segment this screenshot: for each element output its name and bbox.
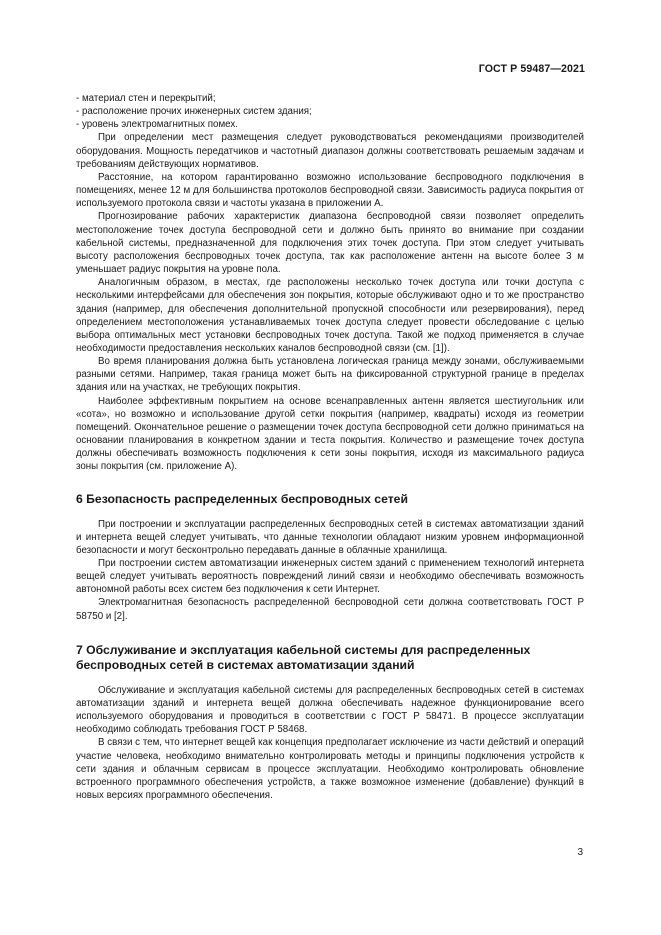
paragraph: Расстояние, на котором гарантированно возможно использование беспроводного подключения в помещениях, менее 12 м для большинства протоколов беспроводной связи. Зависимость радиуса покрытия от используемого протокола связи и частоты указана в приложении А.	[76, 171, 584, 210]
section-7-heading-line-1: 7 Обслуживание и эксплуатация кабельной системы для распределенных	[76, 642, 531, 657]
paragraph: При построении и эксплуатации распределенных беспроводных сетей в системах автоматизации зданий и интернета вещей следует учитывать, что данные технологии обладают низким уровнем информационной безопасности и могут бесконтрольно передавать данные в облачные хранилища.	[76, 518, 584, 556]
paragraph: Прогнозирование рабочих характеристик диапазона беспроводной связи позволяет определить местоположение точек доступа беспроводной сети и должно быть принято во внимание при создании кабельной системы, предназначенной для подключения этих точек доступа. При этом следует учитывать высоту расположения беспроводных точек доступа, так как расположение антенн на высоте более 3 м уменьшает радиус покрытия на уровне пола.	[76, 211, 584, 276]
section-7-heading	[76, 643, 584, 673]
paragraph: При определении мест размещения следует руководствоваться рекомендациями производителей оборудования. Мощность передатчиков и частотный диапазон должны соответствовать решаемым задачам и требованиям действующих нормативов.	[76, 132, 584, 170]
list-item: - материал стен и перекрытий;	[76, 93, 216, 104]
document-body	[76, 92, 584, 802]
page-number: 3	[577, 847, 583, 858]
document-code-header: ГОСТ Р 59487—2021	[478, 63, 585, 75]
paragraph: Аналогичным образом, в местах, где расположены несколько точек доступа или точки доступа с несколькими интерфейсами для обеспечения зон покрытия, которые обслуживают одно и то же пространство здания (например, для обеспечения дополнительной пропускной способности или резервирования), перед определением местоположения устанавливаемых точек доступа следует провести обследование с целью выбора оптимальных мест установки беспроводных точек доступа. Такой же подход применяется в случае необходимости предоставления нескольких каналов беспроводной связи (см. [1]).	[76, 277, 584, 354]
paragraph: Обслуживание и эксплуатация кабельной системы для распределенных беспроводных сетей в системах автоматизации зданий и интернета вещей должна обеспечивать надежное функционирование всего используемого оборудования и проводиться в соответствии с ГОСТ Р 58471. В процессе эксплуатации необходимо соблюдать требования ГОСТ Р 58468.	[76, 684, 584, 736]
paragraph: Наиболее эффективным покрытием на основе всенаправленных антенн является шестиугольник или «сота», но возможно и использование другой сетки покрытия (например, квадраты) исходя из геометрии помещений. Окончательное решение о размещении точек доступа беспроводной сети должно приниматься на основании планирования в конкретном здании и теста покрытия. Количество и размещение точек доступа должны обеспечивать возможность подключения к сети зоны покрытия, исходя из максимального радиуса зоны покрытия (см. приложение А).	[76, 395, 584, 473]
paragraph: При построении систем автоматизации инженерных систем зданий с применением технологий интернета вещей следует учитывать вероятность повреждений линий связи и необходимо обеспечивать возможность автономной работы всех систем без подключения к сети Интернет.	[76, 558, 584, 596]
list-item: - расположение прочих инженерных систем здания;	[76, 106, 312, 118]
paragraph: В связи с тем, что интернет вещей как концепция предполагает исключение из части действий и операций участие человека, необходимо внимательно контролировать методы и принципы подключения устройств к сети здания и облачным сервисам в процессе эксплуатации. Необходимо контролировать обновление встроенного программного обеспечения устройств, а также возможное изменение (добавление) функций в новых версиях программного обеспечения.	[76, 737, 584, 802]
section-7-heading-line-2: беспроводных сетей в системах автоматизации зданий	[76, 657, 415, 672]
list-item: - уровень электромагнитных помех.	[76, 119, 238, 131]
section-6-heading: 6 Безопасность распределенных беспроводных сетей	[76, 491, 408, 506]
paragraph: Во время планирования должна быть установлена логическая граница между зонами, обслуживаемыми разными сетями. Например, такая граница может быть на фиксированной структурной границе в пределах здания или на участках, не требующих покрытия.	[76, 356, 584, 394]
paragraph: Электромагнитная безопасность распределенной беспроводной сети должна соответствовать ГОСТ Р 58750 и [2].	[76, 597, 584, 622]
